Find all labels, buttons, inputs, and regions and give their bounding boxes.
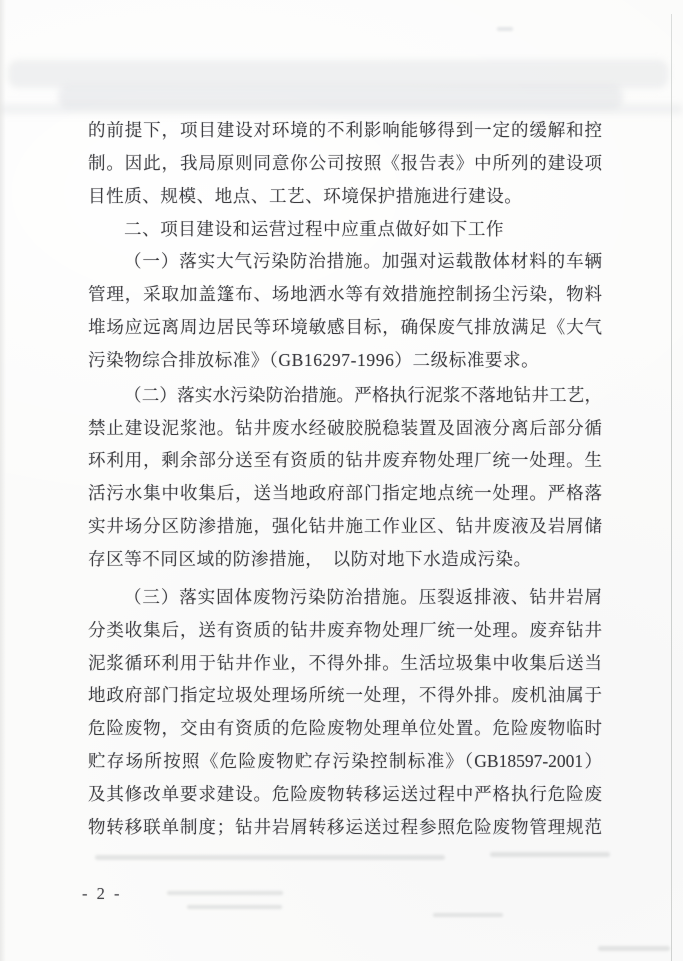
text-line-10: 禁止建设泥浆池。钻井废水经破胶脱稳装置及固液分离后部分循 <box>88 417 602 438</box>
scan-streak <box>95 855 445 860</box>
text-line-20: 贮存场所按照《危险废物贮存污染控制标准》（GB18597-2001） <box>88 751 602 772</box>
text-line-7: 堆场应远离周边居民等环境敏感目标，确保废气排放满足《大气 <box>88 317 602 338</box>
text-line-22: 物转移联单制度；钻井岩屑转移运送过程参照危险废物管理规范 <box>88 816 602 837</box>
text-line-17: 泥浆循环利用于钻井作业，不得外排。生活垃圾集中收集后送当 <box>88 652 602 673</box>
scan-ghosting-band <box>0 104 683 114</box>
scan-streak <box>598 946 670 951</box>
text-line-15: （三）落实固体废物污染防治措施。压裂返排液、钻井岩屑 <box>124 586 602 607</box>
scan-streak <box>433 913 503 917</box>
scan-speck <box>497 27 513 31</box>
text-line-16: 分类收集后，送有资质的钻井废弃物处理厂统一处理。废弃钻井 <box>88 619 602 640</box>
document-body <box>88 114 602 844</box>
text-line-2: 制。因此，我局原则同意你公司按照《报告表》中所列的建设项 <box>88 152 602 173</box>
scan-streak <box>187 905 282 909</box>
text-line-19: 危险废物，交由有资质的危险废物处理单位处置。危险废物临时 <box>88 718 602 739</box>
scan-streak <box>490 852 610 857</box>
section-heading: 二、项目建设和运营过程中应重点做好如下工作 <box>124 218 505 239</box>
text-line-1: 的前提下，项目建设对环境的不利影响能够得到一定的缓解和控 <box>88 120 602 140</box>
scan-streak <box>167 891 283 895</box>
scan-ghosting-band <box>8 60 668 88</box>
text-line-5: （一）落实大气污染防治措施。加强对运载散体材料的车辆 <box>124 251 602 272</box>
scan-edge-shade <box>0 0 6 961</box>
text-line-12: 活污水集中收集后，送当地政府部门指定地点统一处理。严格落 <box>88 483 602 504</box>
text-line-14: 存区等不同区域的防渗措施， 以防对地下水造成污染。 <box>88 548 532 569</box>
text-line-13: 实井场分区防渗措施，强化钻井施工作业区、钻井废液及岩屑储 <box>88 516 602 537</box>
text-line-8: 污染物综合排放标准》（GB16297-1996）二级标准要求。 <box>88 349 540 370</box>
text-line-3: 目性质、规模、地点、工艺、环境保护措施进行建设。 <box>88 185 523 206</box>
page-number: - 2 - <box>82 884 122 903</box>
text-line-9: （二）落实水污染防治措施。严格执行泥浆不落地钻井工艺， <box>124 384 602 405</box>
text-line-21: 及其修改单要求建设。危险废物转移运送过程中严格执行危险废 <box>88 783 602 804</box>
text-line-6: 管理，采取加盖篷布、场地洒水等有效措施控制扬尘污染，物料 <box>88 284 602 305</box>
scan-edge-line <box>671 14 673 961</box>
text-line-11: 环利用，剩余部分送至有资质的钻井废弃物处理厂统一处理。生 <box>88 450 602 471</box>
text-line-18: 地政府部门指定垃圾处理场所统一处理，不得外排。废机油属于 <box>88 685 602 706</box>
